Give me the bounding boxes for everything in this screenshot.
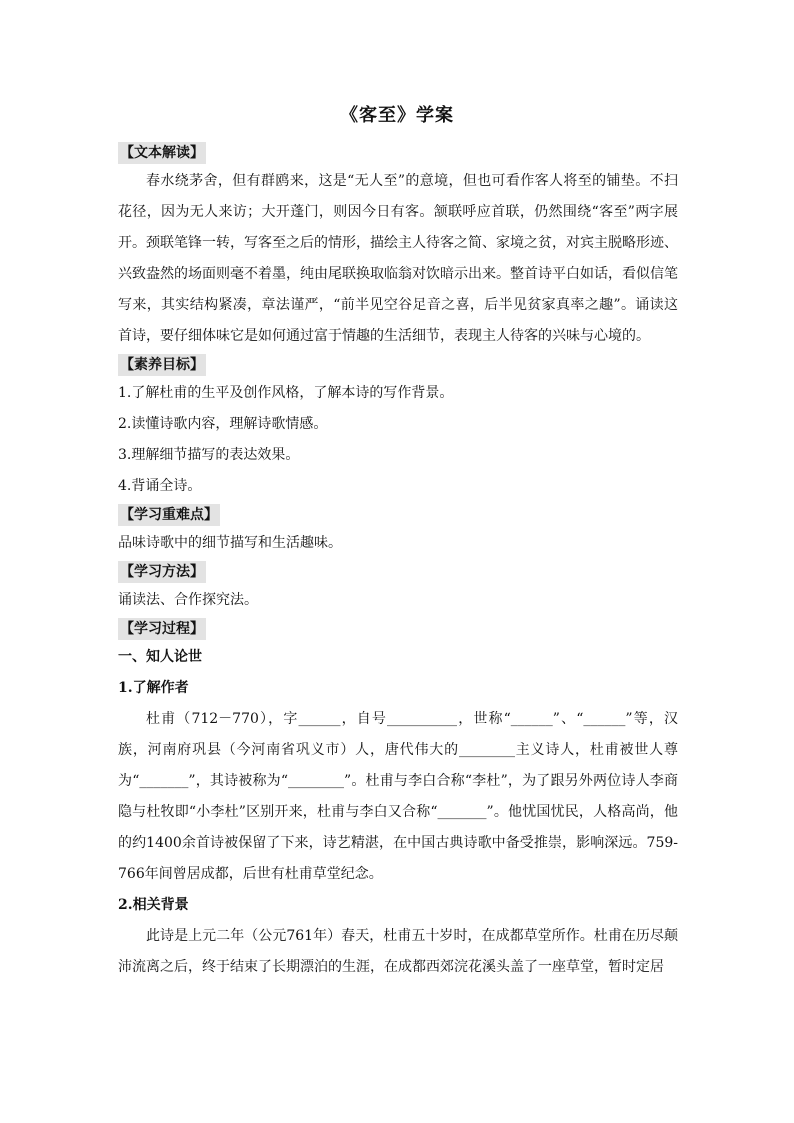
method-text: 诵读法、合作探究法。: [118, 592, 258, 608]
document-body: [118, 140, 678, 983]
section-focus: [118, 502, 678, 559]
document-title: 《客至》学案: [340, 105, 454, 126]
section-heading-process: 【学习过程】: [118, 618, 206, 640]
goal-item-1: 1.了解杜甫的生平及创作风格，了解本诗的写作背景。: [118, 385, 454, 401]
goal-item-2: 2.读懂诗歌内容，理解诗歌情感。: [118, 416, 328, 432]
process-part1-title: 一、知人论世: [118, 649, 202, 665]
section-process: [118, 616, 678, 983]
section-heading-method: 【学习方法】: [118, 561, 206, 583]
section-heading-focus: 【学习重难点】: [118, 504, 220, 526]
section-heading-reading: 【文本解读】: [118, 142, 206, 164]
goal-item-3: 3.理解细节描写的表达效果。: [118, 447, 300, 463]
section-heading-goals: 【素养目标】: [118, 354, 206, 376]
goal-item-4: 4.背诵全诗。: [118, 478, 202, 494]
section-reading: [118, 140, 678, 352]
process-sub1-paragraph: 杜甫（712－770），字______，自号__________，世称“______”、“______”等，汉族，河南府巩县（今河南省巩义市）人，唐代伟大的________主义诗人，杜甫被世人尊为“_______”，其诗被称为“________”。杜甫与李白合称“李杜”，为了跟另外两位诗人李商隐与杜牧即“小李杜”区别开来，杜甫与李白又合称“_______”。他忧国忧民，人格高尚，他的约1400余首诗被保留了下来，诗艺精湛，在中国古典诗歌中备受推崇，影响深远。759-766年间曾居成都，后世有杜甫草堂纪念。: [118, 711, 678, 882]
focus-text: 品味诗歌中的细节描写和生活趣味。: [118, 535, 342, 551]
section-goals: [118, 352, 678, 502]
process-sub2-paragraph: 此诗是上元二年（公元761年）春天，杜甫五十岁时，在成都草堂所作。杜甫在历尽颠沛流离之后，终于结束了长期漂泊的生涯，在成都西郊浣花溪头盖了一座草堂，暂时定居: [118, 928, 678, 975]
process-sub1-title: 1.了解作者: [118, 680, 189, 696]
section-method: [118, 559, 678, 616]
reading-paragraph: 春水绕茅舍，但有群鸥来，这是“无人至”的意境，但也可看作客人将至的铺垫。不扫花径，因为无人来访；大开蓬门，则因今日有客。颔联呼应首联，仍然围绕“客至”两字展开。颈联笔锋一转，写客至之后的情形，描绘主人待客之简、家境之贫，对宾主脱略形迹、兴致盎然的场面则毫不着墨，纯由尾联换取临翁对饮暗示出来。整首诗平白如话，看似信笔写来，其实结构紧凑，章法谨严，“前半见空谷足音之喜，后半见贫家真率之趣”。诵读这首诗，要仔细体味它是如何通过富于情趣的生活细节，表现主人待客的兴味与心境的。: [118, 173, 678, 344]
process-sub2-title: 2.相关背景: [118, 897, 189, 913]
